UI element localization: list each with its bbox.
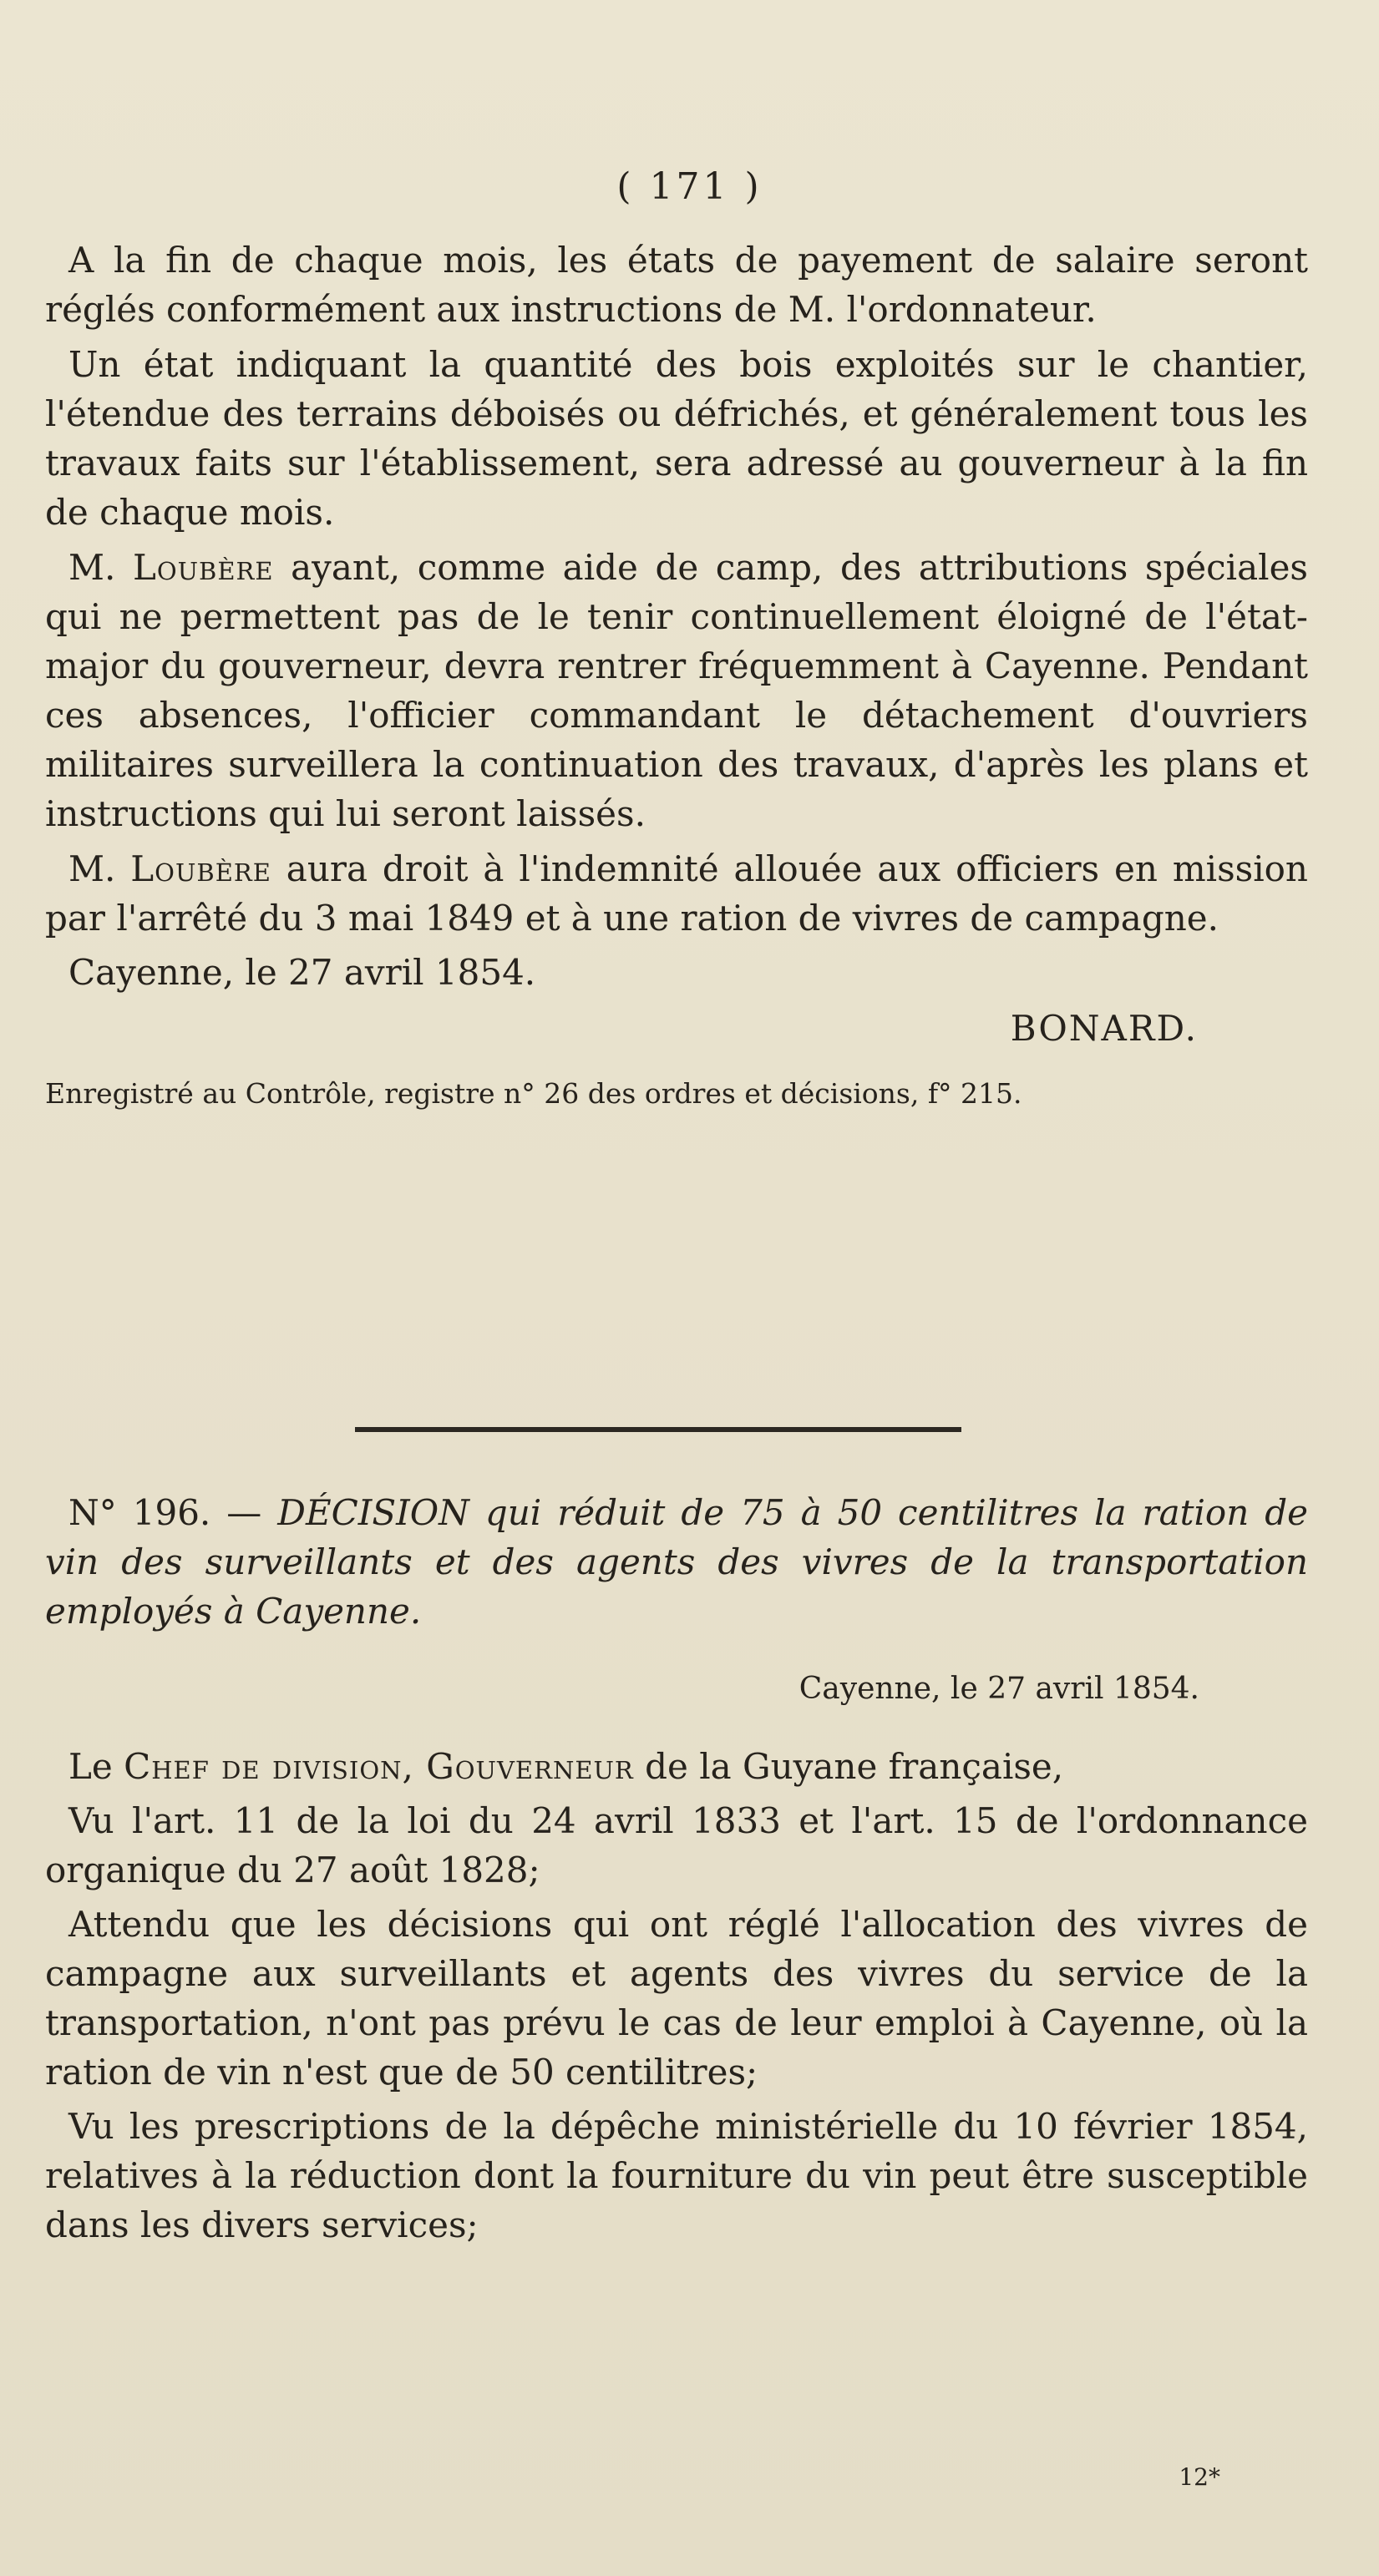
decision-title: DÉCISION qui réduit de 75 à 50 centilitres la ration de vin des surveillants et des agents des vivres de la transportation employés à Cayenne. [45,1492,1308,1632]
paragraph-vu-law: Vu l'art. 11 de la loi du 24 avril 1833 et l'art. 15 de l'ordonnance organique du 27 août 1828; [45,1800,1308,1890]
opening-line [45,1742,1308,1791]
page-number: ( 171 ) [616,165,763,208]
section-2 [45,1488,1308,2250]
official-title: Chef de division, Gouverneur [124,1746,634,1787]
paragraph-attendu: Attendu que les décisions qui ont réglé l'allocation des vivres de campagne aux surveillants et agents des vivres du service de la transportation, n'ont pas prévu le cas de leur emploi à Cayenne, où la ration de vin n'est que de 50 centilitres; [45,1904,1308,2093]
opening-le: Le [68,1746,113,1787]
registration-note: Enregistré au Contrôle, registre n° 26 des ordres et décisions, f° 215. [45,1077,1022,1110]
paragraph-text: ayant, comme aide de camp, des attributions spéciales qui ne permettent pas de le tenir continuellement éloigné de l'état-major du gouverneur, devra rentrer fréquemment à Cayenne. Pendant ces absences, l'officier commandant le détachement d'ouvriers militaires surveillera la continuation des travaux, d'après les plans et instructions qui lui seront laissés. [45,547,1308,834]
paragraph-loubere-duties [45,543,1308,838]
decision-heading [45,1488,1308,1636]
person-name: Loubère [132,547,274,588]
paragraph-report: Un état indiquant la quantité des bois exploités sur le chantier, l'étendue des terrains déboisés ou défrichés, et généralement tous les travaux faits sur l'établissement, sera adressé au gouverneur à la fin de chaque mois. [45,344,1308,533]
paragraph-prefix: M. [68,848,116,889]
section-1 [45,235,1308,1113]
person-name: Loubère [130,848,271,889]
paragraph-prefix: M. [68,547,116,588]
decision-number: N° 196. — [68,1492,262,1533]
paragraph-text: aura droit à l'indemnité allouée aux officiers en mission par l'arrêté du 3 mai 1849 et à une ration de vivres de campagne. [45,848,1308,939]
decision-place-date: Cayenne, le 27 avril 1854. [799,1672,1199,1706]
signature: BONARD. [1010,1008,1198,1049]
dateline: Cayenne, le 27 avril 1854. [68,952,536,993]
section-divider [355,1427,961,1432]
opening-rest: de la Guyane française, [645,1746,1064,1787]
paragraph-indemnity [45,844,1308,943]
paragraph-salary: A la fin de chaque mois, les états de payement de salaire seront réglés conformément aux instructions de M. l'ordonnateur. [45,240,1308,330]
paragraph-vu-depeche: Vu les prescriptions de la dépêche ministérielle du 10 février 1854, relatives à la réduction dont la fourniture du vin peut être susceptible dans les divers services; [45,2106,1308,2245]
signature-mark: 12* [1179,2463,1220,2491]
